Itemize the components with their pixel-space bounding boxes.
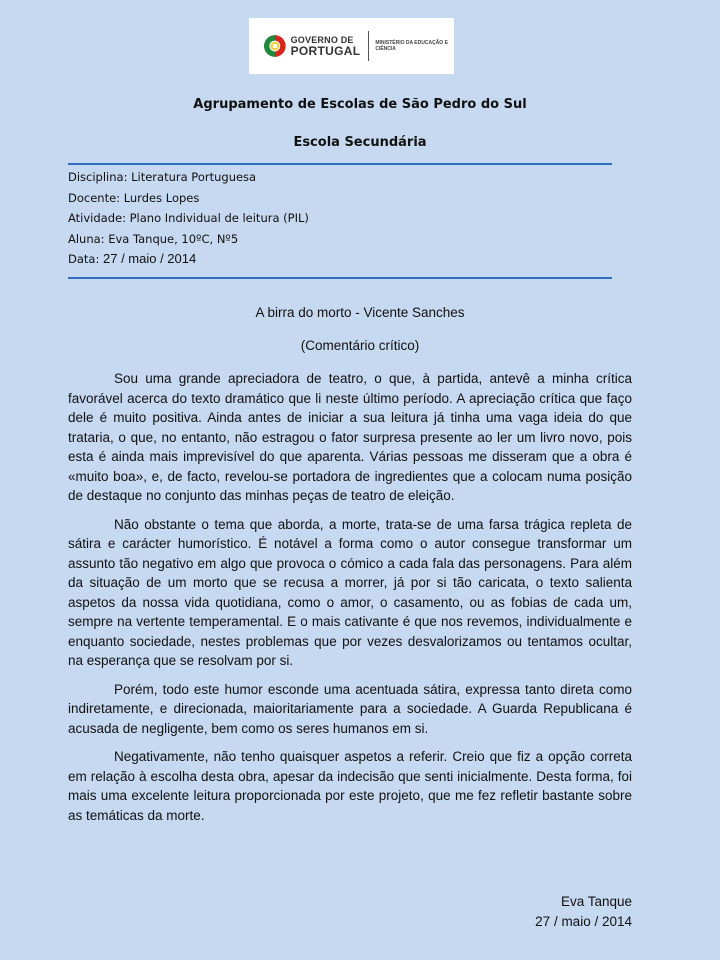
portugal-emblem-icon [263, 34, 287, 58]
document-title: A birra do morto - Vicente Sanches [255, 305, 465, 320]
teacher-line: Docente: Lurdes Lopes [68, 190, 200, 205]
student-line: Aluna: Eva Tanque, 10ºC, Nº5 [68, 231, 239, 246]
ministry-name: MINISTÉRIO DA EDUCAÇÃO E CIÊNCIA [375, 39, 448, 52]
school-group-heading: Agrupamento de Escolas de São Pedro do Sul [193, 97, 527, 112]
government-wordmark [291, 36, 361, 57]
date-value: 27 / maio / 2014 [103, 251, 197, 266]
signature-name: Eva Tanque [560, 894, 632, 909]
body-paragraph: Porém, todo este humor esconde uma acentuada sátira, expressa tanto direta como indiretamente, e direcionada, maioritariamente para a sociedade. A Guarda Republicana é acusada de negligente, bem como os seres humanos em si. [68, 681, 632, 736]
logo-divider [368, 31, 369, 61]
body-paragraph: Não obstante o tema que aborda, a morte, trata-se de uma farsa trágica repleta de sátira e carácter humorístico. É notável a forma como o autor consegue transformar um assunto tão negativo em algo que provoca o cómico a cada fala das personagens. Para além da situação de um morto que se recusa a morrer, já por si tão caricata, o texto salienta aspetos da nossa vida quotidiana, como o amor, o casamento, ou as fobias de cada um, sempre na vertente temperamental. E o mais cativante é que nos revemos, individualmente e enquanto sociedade, nestes problemas que por vezes desvalorizamos ou tentamos ocultar, na esperança que se resolvam por si. [68, 516, 632, 668]
document-body [68, 369, 632, 834]
body-paragraph: Sou uma grande apreciadora de teatro, o que, à partida, antevê a minha crítica favorável acerca do texto dramático que li neste último período. A apreciação crítica que faço dele é muito positiva. Ainda antes de iniciar a sua leitura já tinha uma vaga ideia do que trataria, o que, no entanto, não estragou o fator surpresa presente ao ler um livro novo, pois esta é ainda mais imprevisível do que aparenta. Várias pessoas me disseram que a obra é «muito boa», e, de facto, revelou-se portadora de ingredientes que a colocam numa posição de destaque no conjunto das minhas peças de teatro de eleição. [68, 371, 632, 503]
activity-line: Atividade: Plano Individual de leitura (PIL) [68, 211, 309, 225]
logo-line-1: GOVERNO DE [290, 34, 354, 45]
logo-line-2: PORTUGAL [290, 43, 361, 58]
discipline-line: Disciplina: Literatura Portuguesa [68, 170, 257, 184]
top-divider [68, 163, 612, 165]
document-metadata [68, 167, 612, 270]
signature-date: 27 / maio / 2014 [535, 913, 632, 929]
document-subtitle: (Comentário crítico) [300, 338, 420, 353]
school-heading: Escola Secundária [293, 135, 427, 150]
signature-block [535, 892, 632, 931]
government-logo [249, 18, 454, 74]
date-label: Data: [68, 252, 103, 266]
body-paragraph: Negativamente, não tenho quaisquer aspetos a referir. Creio que fiz a opção correta em relação à escolha desta obra, apesar da indecisão que senti inicialmente. Desta forma, foi mais uma excelente leitura proporcionada por este projeto, que me fez refletir bastante sobre as temáticas da morte. [68, 749, 632, 823]
bottom-divider [68, 277, 612, 279]
date-line [68, 249, 612, 270]
